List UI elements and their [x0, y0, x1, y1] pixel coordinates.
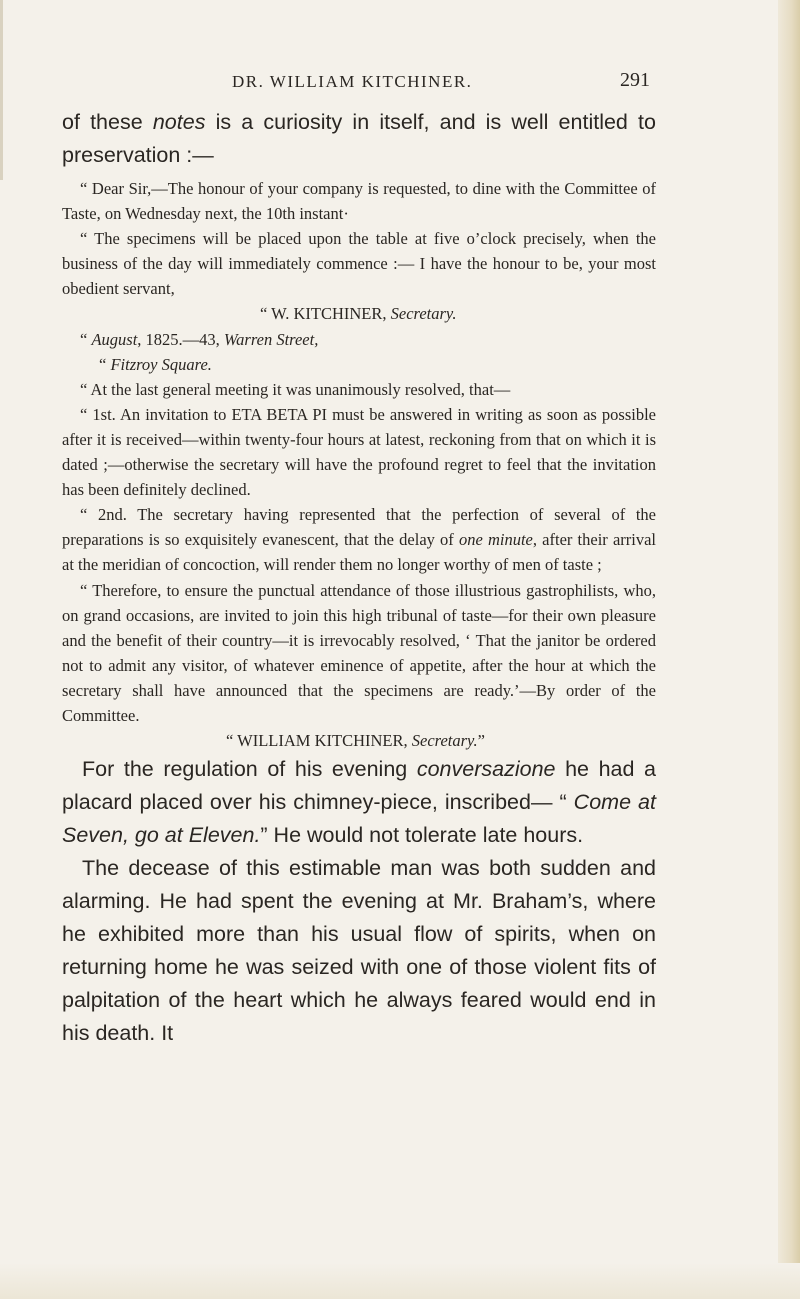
letter-signature: “ W. KITCHINER, Secretary.	[260, 304, 457, 324]
intro-paragraph: of these notes is a curiosity in itself, and is well entitled to preservation :—	[62, 110, 656, 167]
resolution-second: “ 2nd. The secretary having represented that the perfection of several of the preparations is so exquisitely evanescent, that the delay of one minute, after their arrival at the meridian of concoction, will render them no longer worthy of men of taste ;	[62, 505, 656, 575]
resolution-intro: “ At the last general meeting it was unanimously resolved, that—	[80, 379, 511, 399]
running-head: DR. WILLIAM KITCHINER.	[232, 72, 473, 91]
page-body	[62, 106, 656, 1050]
page-right-edge	[778, 0, 800, 1299]
notes-italic: notes	[152, 110, 206, 134]
resolution-first: “ 1st. An invitation to ETA BETA PI must be answered in writing as soon as possible after it is received—within twenty-four hours at latest, reckoning from that on which it is dated ;—otherwise the secretary will have the profound regret to feel that the invitation has been definitely declined.	[62, 404, 656, 500]
gutter-shadow	[0, 0, 3, 180]
dateline-1: “ August, 1825.—43, Warren Street,	[80, 329, 319, 349]
closing-paragraph-2: The decease of this estimable man was both sudden and alarming. He had spent the evening at Mr. Braham’s, where he exhibited more than his usual flow of spirits, when on returning home he was seized with one of those violent fits of palpitation of the heart which he always feared would end in his death. It	[62, 856, 656, 1046]
closing-paragraph-1: For the regulation of his evening conversazione he had a placard placed over his chimney-piece, inscribed— “ Come at Seven, go at Eleven.” He would not tolerate late hours.	[62, 757, 656, 848]
page-number: 291	[620, 69, 650, 91]
letter-paragraph-2: “ The specimens will be placed upon the table at five o’clock precisely, when the business of the day will immediately commence :— I have the honour to be, your most obedient servant,	[62, 229, 656, 299]
page-bottom-edge	[0, 1263, 800, 1299]
letter-paragraph-1: “ Dear Sir,—The honour of your company is requested, to dine with the Committee of Taste, on Wednesday next, the 10th instant·	[62, 179, 656, 224]
resolution-signature: “ WILLIAM KITCHINER, Secretary.”	[226, 731, 485, 751]
dateline-2: “ Fitzroy Square.	[99, 354, 212, 374]
resolution-therefore: “ Therefore, to ensure the punctual attendance of those illustrious gastrophilists, who, on grand occasions, are invited to join this high tribunal of taste—for their own pleasure and the benefit of their country—it is irrevocably resolved, ‘ That the janitor be ordered not to admit any visitor, of whatever eminence of appetite, after the hour at which the secretary shall have announced that the specimens are ready.’—By order of the Committee.	[62, 580, 656, 725]
